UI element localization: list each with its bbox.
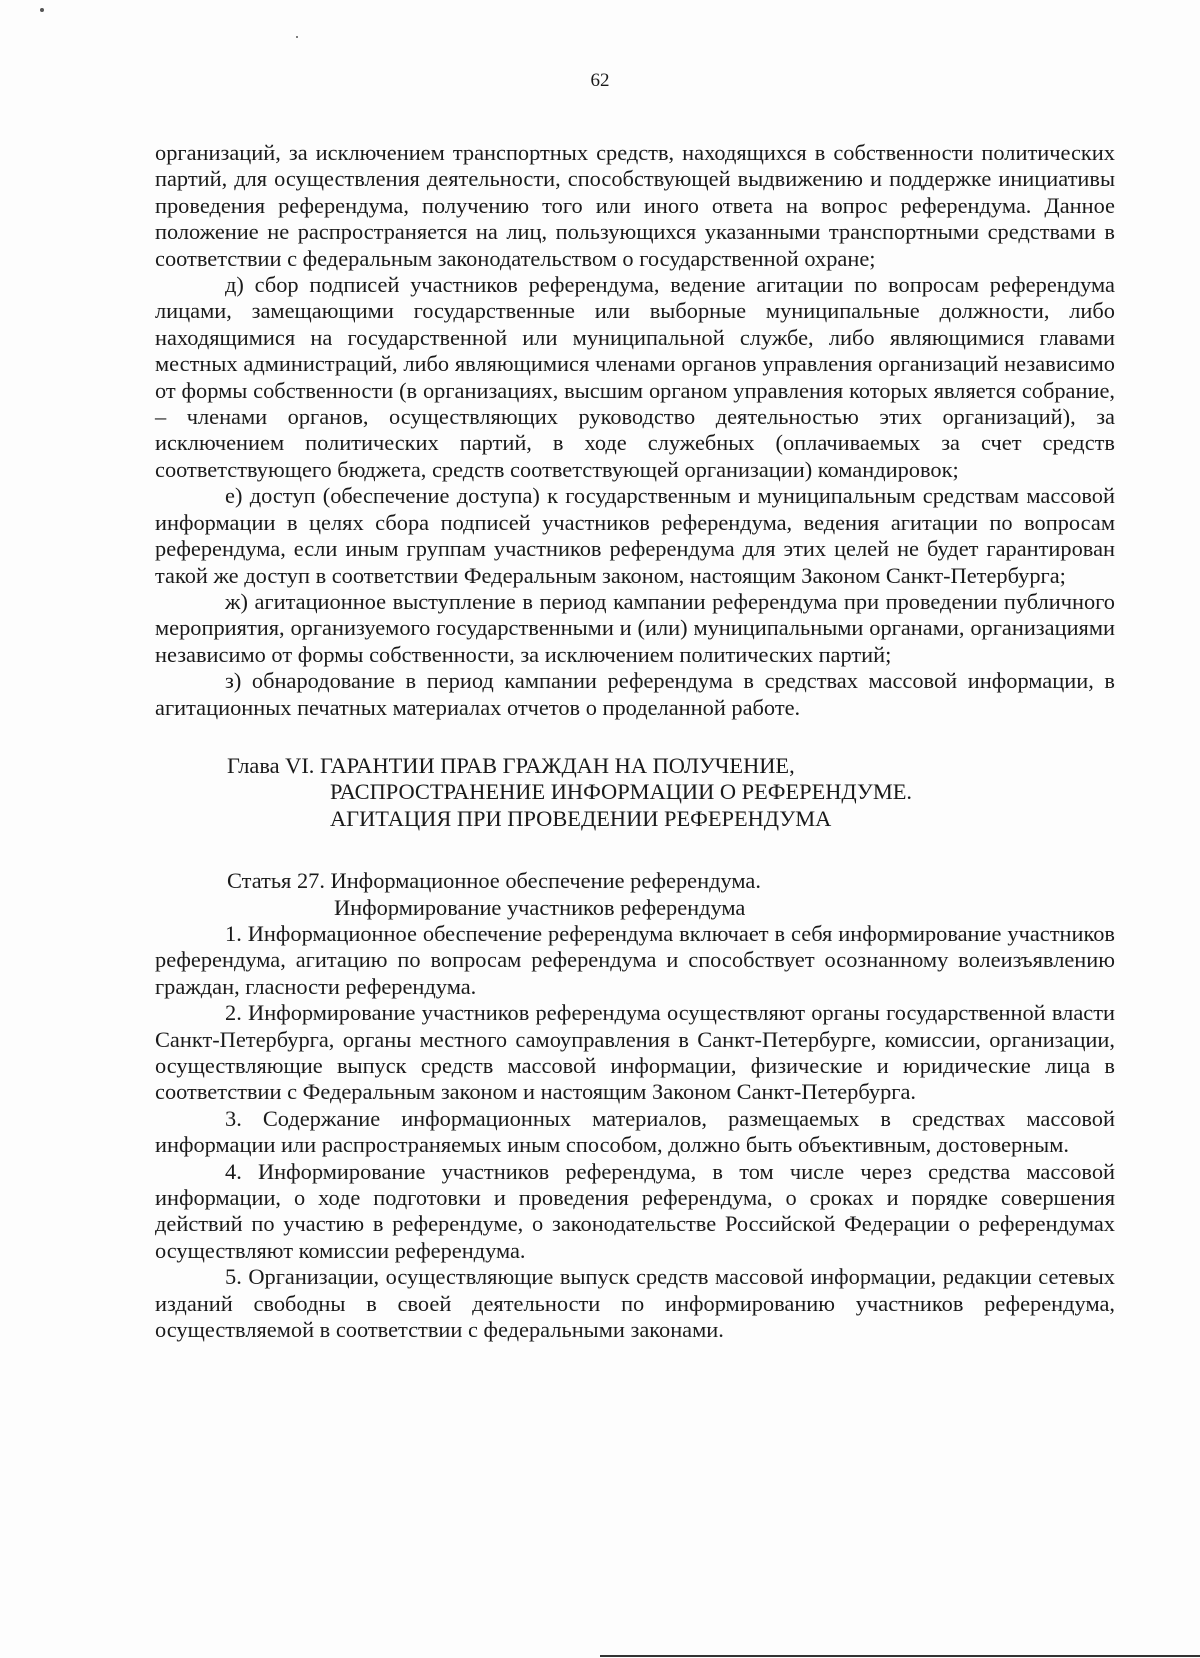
- paragraph-item-d: д) сбор подписей участников референдума, ведение агитации по вопросам референдума лицами, замещающими государственные или выборные муниципальные должности, либо находящимися на государственной или муниципальной службе, либо являющимися главами местных администраций, либо являющимися членами органов управления организаций независимо от формы собственности (в организациях, высшим органом управления которых является собрание, – членами органов, осуществляющих руководство деятельностью этих организаций), за исключением политических партий, в ходе служебных (оплачиваемых за счет средств соответствующего бюджета, средств соответствующей организации) командировок;: [155, 272, 1115, 482]
- article-paragraph-5: 5. Организации, осуществляющие выпуск средств массовой информации, редакции сетевых изданий свободны в своей деятельности по информированию участников референдума, осуществляемой в соответствии с федеральными законами.: [155, 1264, 1115, 1343]
- article-heading-line: Статья 27. Информационное обеспечение референдума.: [227, 868, 761, 894]
- paragraph-item-z: з) обнародование в период кампании референдума в средствах массовой информации, в агитационных печатных материалах отчетов о проделанной работе.: [155, 668, 1115, 720]
- scan-speck: [40, 8, 44, 12]
- paragraph-item-e: е) доступ (обеспечение доступа) к государственным и муниципальным средствам массовой информации в целях сбора подписей участников референдума, ведения агитации по вопросам референдума, если иным группам участников референдума для этих целей не будет гарантирован такой же доступ в соответствии Федеральным законом, настоящим Законом Санкт-Петербурга;: [155, 483, 1115, 588]
- paragraph-item-zh: ж) агитационное выступление в период кампании референдума при проведении публичного мероприятия, организуемого государственными и (или) муниципальными органами, организациями независимо от формы собственности, за исключением политических партий;: [155, 588, 1115, 667]
- chapter-heading-line: РАСПРОСТРАНЕНИЕ ИНФОРМАЦИИ О РЕФЕРЕНДУМЕ.: [330, 779, 913, 805]
- article-paragraph-3: 3. Содержание информационных материалов, размещаемых в средствах массовой информации или распространяемых иным способом, должно быть объективным, достоверным.: [155, 1105, 1115, 1158]
- article-paragraph-1: 1. Информационное обеспечение референдума включает в себя информирование участников референдума, агитацию по вопросам референдума и способствует осознанному волеизъявлению граждан, гласности референдума.: [155, 920, 1115, 999]
- scan-speck: [296, 36, 298, 38]
- scan-edge-line: [600, 1655, 1200, 1657]
- chapter-heading-line: Глава VI. ГАРАНТИИ ПРАВ ГРАЖДАН НА ПОЛУЧЕНИЕ,: [227, 752, 795, 778]
- article-paragraph-2: 2. Информирование участников референдума осуществляют органы государственной власти Санкт-Петербурга, органы местного самоуправления в Санкт-Петербурге, комиссии, организации, осуществляющие выпуск средств массовой информации, физические и юридические лица в соответствии с Федеральным законом и настоящим Законом Санкт-Петербурга.: [155, 1000, 1115, 1105]
- chapter-heading: [155, 753, 1115, 832]
- page-number: 62: [590, 70, 610, 91]
- article-heading-line: Информирование участников референдума: [334, 894, 746, 920]
- article-paragraph-4: 4. Информирование участников референдума, в том числе через средства массовой информации, о ходе подготовки и проведения референдума, о сроках и порядке совершения действий по участию в референдуме, о законодательстве Российской Федерации о референдумах осуществляют комиссии референдума.: [155, 1158, 1115, 1263]
- document-body: [155, 140, 1115, 1343]
- paragraph-continuation: организаций, за исключением транспортных средств, находящихся в собственности политических партий, для осуществления деятельности, способствующей выдвижению и поддержке инициативы проведения референдума, получению того или иного ответа на вопрос референдума. Данное положение не распространяется на лиц, пользующихся указанными транспортными средствами в соответствии с федеральным законодательством о государственной охране;: [155, 140, 1115, 271]
- chapter-heading-line: АГИТАЦИЯ ПРИ ПРОВЕДЕНИИ РЕФЕРЕНДУМА: [330, 805, 832, 831]
- article-heading: [155, 868, 1115, 921]
